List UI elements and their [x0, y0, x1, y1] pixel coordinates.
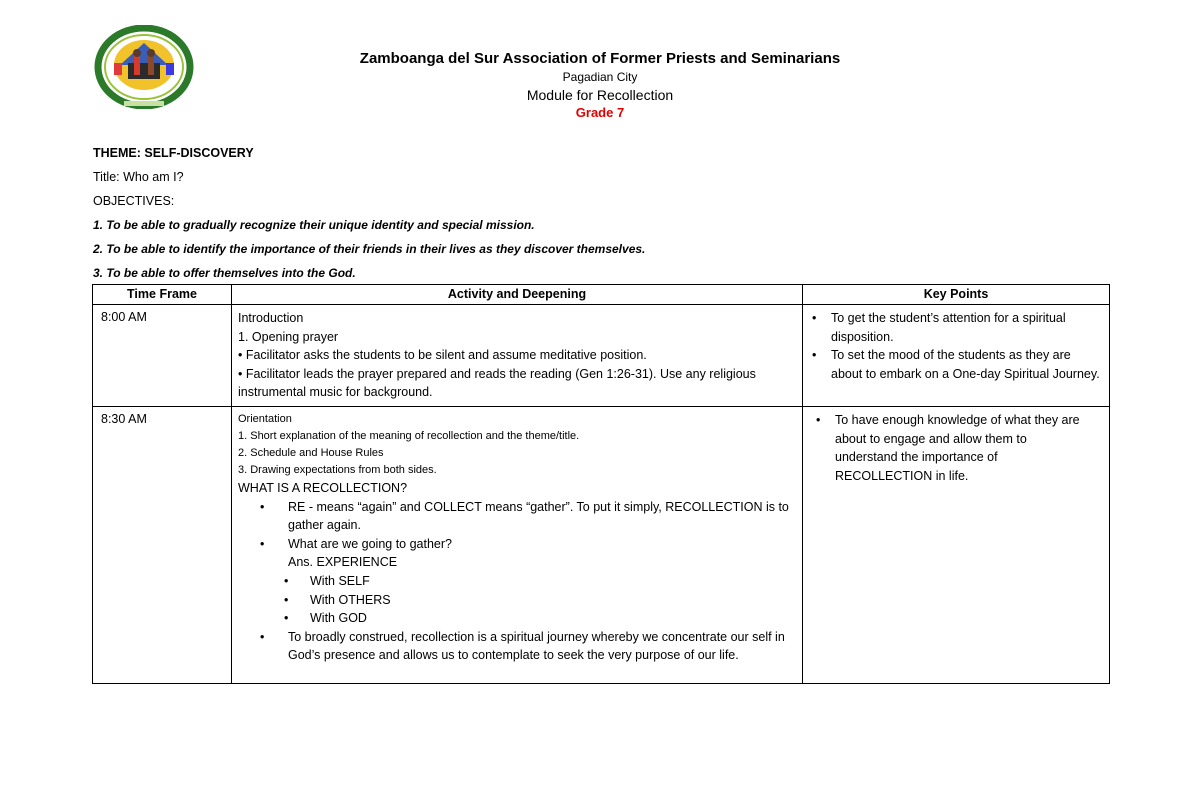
objective-item: 2. To be able to identify the importance of their friends in their lives as they discover themselves. — [93, 242, 646, 256]
objective-item: 3. To be able to offer themselves into the God. — [93, 266, 356, 280]
key-point-item: • To have enough knowledge of what they are about to engage and allow them to understand the importance of RECOLLECTION in life. — [807, 411, 1105, 485]
document-header — [0, 50, 1200, 122]
organization-name: Zamboanga del Sur Association of Former Priests and Seminarians — [359, 50, 841, 67]
time-cell: 8:00 AM — [93, 305, 232, 407]
grade-level: Grade 7 — [575, 105, 625, 120]
column-header-key-points: Key Points — [803, 285, 1110, 305]
key-points-cell — [803, 406, 1110, 683]
bullet-item: • To broadly construed, recollection is a spiritual journey whereby we concentrate our self in God’s presence and allows us to contemplate to seek the very purpose of our life. — [238, 628, 796, 665]
orientation-line: 1. Short explanation of the meaning of recollection and the theme/title. — [238, 429, 580, 442]
column-header-time-frame: Time Frame — [93, 285, 232, 305]
bullet-item: • What are we going to gather? — [238, 535, 796, 554]
module-title: Module for Recollection — [526, 87, 674, 103]
time-cell: 8:30 AM — [93, 406, 232, 683]
table-row — [93, 305, 1110, 407]
table-header-row — [93, 285, 1110, 305]
title-line: Title: Who am I? — [93, 170, 184, 184]
answer-line: Ans. EXPERIENCE — [288, 555, 398, 570]
activity-line: • Facilitator leads the prayer prepared and reads the reading (Gen 1:26-31). Use any religious instrumental music for background. — [238, 366, 756, 400]
table-row — [93, 406, 1110, 683]
orientation-line: Orientation — [238, 412, 292, 425]
sub-bullet-item: • With SELF — [238, 572, 796, 591]
column-header-activity: Activity and Deepening — [232, 285, 803, 305]
activity-line: • Facilitator asks the students to be silent and assume meditative position. — [238, 348, 647, 363]
key-points-cell — [803, 305, 1110, 407]
bullet-item: • RE - means “again” and COLLECT means “gather”. To put it simply, RECOLLECTION is to gather again. — [238, 498, 796, 535]
objectives-label: OBJECTIVES: — [93, 194, 175, 208]
orientation-line: 2. Schedule and House Rules — [238, 446, 384, 459]
sub-bullet-item: • With OTHERS — [238, 591, 796, 610]
sub-bullet-item: • With GOD — [238, 609, 796, 628]
orientation-line: 3. Drawing expectations from both sides. — [238, 463, 437, 476]
module-intro — [93, 141, 1113, 285]
activity-line: Introduction — [238, 311, 304, 325]
activity-cell — [232, 406, 803, 683]
what-is-heading: WHAT IS A RECOLLECTION? — [238, 480, 408, 495]
theme-line: THEME: SELF-DISCOVERY — [93, 146, 254, 160]
key-point-item: • To get the student’s attention for a spiritual disposition. — [807, 309, 1105, 346]
key-point-item: • To set the mood of the students as they are about to embark on a One-day Spiritual Journey. — [807, 346, 1105, 383]
city-name: Pagadian City — [562, 70, 638, 84]
activity-cell — [232, 305, 803, 407]
objective-item: 1. To be able to gradually recognize their unique identity and special mission. — [93, 218, 535, 232]
schedule-table — [92, 284, 1110, 684]
activity-line: 1. Opening prayer — [238, 329, 339, 344]
